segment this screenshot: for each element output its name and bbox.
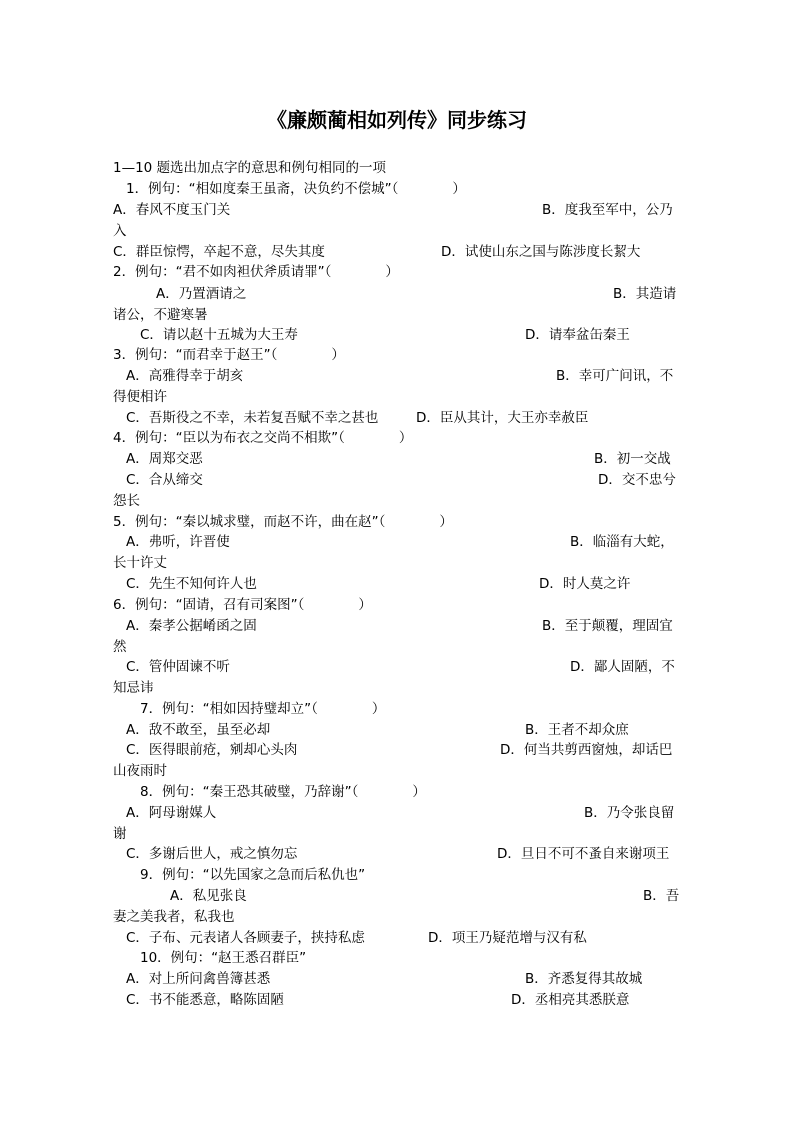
option-line — [0, 803, 794, 824]
option-continuation — [0, 637, 794, 658]
option-line — [0, 657, 794, 678]
question-stem — [0, 948, 794, 969]
option-text: D．试使山东之国与陈涉度长絜大 — [441, 244, 641, 260]
option-text: D．旦日不可不蚤自来谢项王 — [497, 846, 670, 862]
page-title: 《廉颇蔺相如列传》同步练习 — [267, 108, 527, 132]
option-text: D．交不忠兮 — [598, 472, 676, 488]
option-text: A．周郑交恶 — [126, 451, 203, 467]
question-stem — [0, 782, 794, 803]
option-text: C．合从缔交 — [126, 472, 203, 488]
option-continuation — [0, 824, 794, 845]
line-text: 3．例句：“而君幸于赵王”（ ） — [113, 347, 345, 363]
option-text: A．高雅得幸于胡亥 — [126, 368, 244, 384]
line-text: 得便相许 — [113, 389, 167, 405]
option-text: B．乃令张良留 — [584, 805, 675, 821]
option-line — [0, 532, 794, 553]
option-text: D．请奉盆缶秦王 — [525, 327, 630, 343]
option-text: B．其造请 — [613, 286, 677, 302]
option-continuation — [0, 907, 794, 928]
option-text: D．时人莫之许 — [539, 576, 631, 592]
question-stem — [0, 699, 794, 720]
option-text: B．王者不却众庶 — [525, 722, 629, 738]
option-line — [0, 844, 794, 865]
option-continuation — [0, 221, 794, 242]
option-text: D．项王乃疑范增与汉有私 — [428, 930, 587, 946]
option-text: A．秦孝公据崤函之固 — [126, 618, 257, 634]
option-line — [0, 886, 794, 907]
option-continuation — [0, 491, 794, 512]
option-text: A．敌不敢至，虽至必却 — [126, 722, 271, 738]
option-continuation — [0, 678, 794, 699]
line-text: 2．例句：“君不如肉袒伏斧质请罪”（ ） — [113, 264, 399, 280]
option-text: B．幸可广问讯，不 — [556, 368, 674, 384]
line-text: 9．例句：“以先国家之急而后私仇也” — [140, 867, 366, 883]
line-text: 1．例句：“相如度秦王虽斋，决负约不偿城”（ ） — [126, 181, 466, 197]
option-continuation — [0, 387, 794, 408]
line-text: 6．例句：“固请，召有司案图”（ ） — [113, 597, 372, 613]
line-text: 1—10 题选出加点字的意思和例句相同的一项 — [113, 160, 387, 176]
line-text: 5．例句：“秦以城求璧，而赵不许，曲在赵”（ ） — [113, 514, 453, 530]
option-text: B．度我至军中，公乃 — [542, 202, 673, 218]
option-line — [0, 928, 794, 949]
option-text: C．医得眼前疮，剜却心头肉 — [126, 742, 298, 758]
line-text: 长十许丈 — [113, 555, 167, 571]
option-line — [0, 325, 794, 346]
option-text: C．吾斯役之不幸，未若复吾赋不幸之甚也 — [126, 410, 379, 426]
line-text: 山夜雨时 — [113, 763, 167, 779]
instruction-line — [0, 158, 794, 179]
option-text: C．群臣惊愕，卒起不意，尽失其度 — [113, 244, 325, 260]
option-text: A．对上所问禽兽簿甚悉 — [126, 971, 271, 987]
option-text: C．多谢后世人，戒之慎勿忘 — [126, 846, 298, 862]
option-text: B．吾 — [643, 888, 680, 904]
option-text: B．至于颠覆，理固宜 — [542, 618, 673, 634]
option-continuation — [0, 305, 794, 326]
question-stem — [0, 512, 794, 533]
option-continuation — [0, 553, 794, 574]
option-line — [0, 242, 794, 263]
question-stem — [0, 179, 794, 200]
option-text: A．弗听，许晋使 — [126, 534, 230, 550]
option-text: B．临淄有大蛇， — [570, 534, 674, 550]
option-text: D．何当共剪西窗烛，却话巴 — [500, 742, 673, 758]
line-text: 4．例句：“臣以为布衣之交尚不相欺”（ ） — [113, 430, 413, 446]
line-text: 10．例句：“赵王悉召群臣” — [140, 950, 307, 966]
line-text: 入 — [113, 223, 127, 239]
option-line — [0, 449, 794, 470]
question-stem — [0, 865, 794, 886]
option-line — [0, 574, 794, 595]
option-text: D．鄙人固陋，不 — [570, 659, 675, 675]
line-text: 诸公，不避寒暑 — [113, 307, 208, 323]
option-text: C．书不能悉意，略陈固陋 — [126, 992, 284, 1008]
line-text: 谢 — [113, 826, 127, 842]
option-line — [0, 284, 794, 305]
option-continuation — [0, 761, 794, 782]
line-text: 知忌讳 — [113, 680, 154, 696]
option-text: C．请以赵十五城为大王寿 — [140, 327, 298, 343]
option-line — [0, 740, 794, 761]
option-text: D．臣从其计，大王亦幸赦臣 — [416, 410, 589, 426]
option-text: A．阿母谢媒人 — [126, 805, 217, 821]
option-text: C．先生不知何许人也 — [126, 576, 257, 592]
option-text: D．丞相亮其悉朕意 — [511, 992, 630, 1008]
option-text: B．齐悉复得其故城 — [525, 971, 643, 987]
option-text: A．私见张良 — [170, 888, 247, 904]
question-stem — [0, 262, 794, 283]
option-line — [0, 969, 794, 990]
option-line — [0, 408, 794, 429]
option-text: C．子布、元表诸人各顾妻子，挟持私虑 — [126, 930, 365, 946]
option-text: A．春风不度玉门关 — [113, 202, 231, 218]
option-text: A．乃置酒请之 — [156, 286, 247, 302]
line-text: 妻之美我者，私我也 — [113, 909, 235, 925]
question-stem — [0, 345, 794, 366]
option-text: C．管仲固谏不听 — [126, 659, 230, 675]
line-text: 然 — [113, 639, 127, 655]
option-line — [0, 990, 794, 1011]
option-line — [0, 616, 794, 637]
line-text: 怨长 — [113, 493, 140, 509]
option-line — [0, 720, 794, 741]
line-text: 7．例句：“相如因持璧却立”（ ） — [140, 701, 386, 717]
option-line — [0, 366, 794, 387]
option-line — [0, 200, 794, 221]
option-line — [0, 470, 794, 491]
question-stem — [0, 595, 794, 616]
line-text: 8．例句：“秦王恐其破璧，乃辞谢”（ ） — [140, 784, 426, 800]
option-text: B．初一交战 — [594, 451, 671, 467]
question-stem — [0, 428, 794, 449]
